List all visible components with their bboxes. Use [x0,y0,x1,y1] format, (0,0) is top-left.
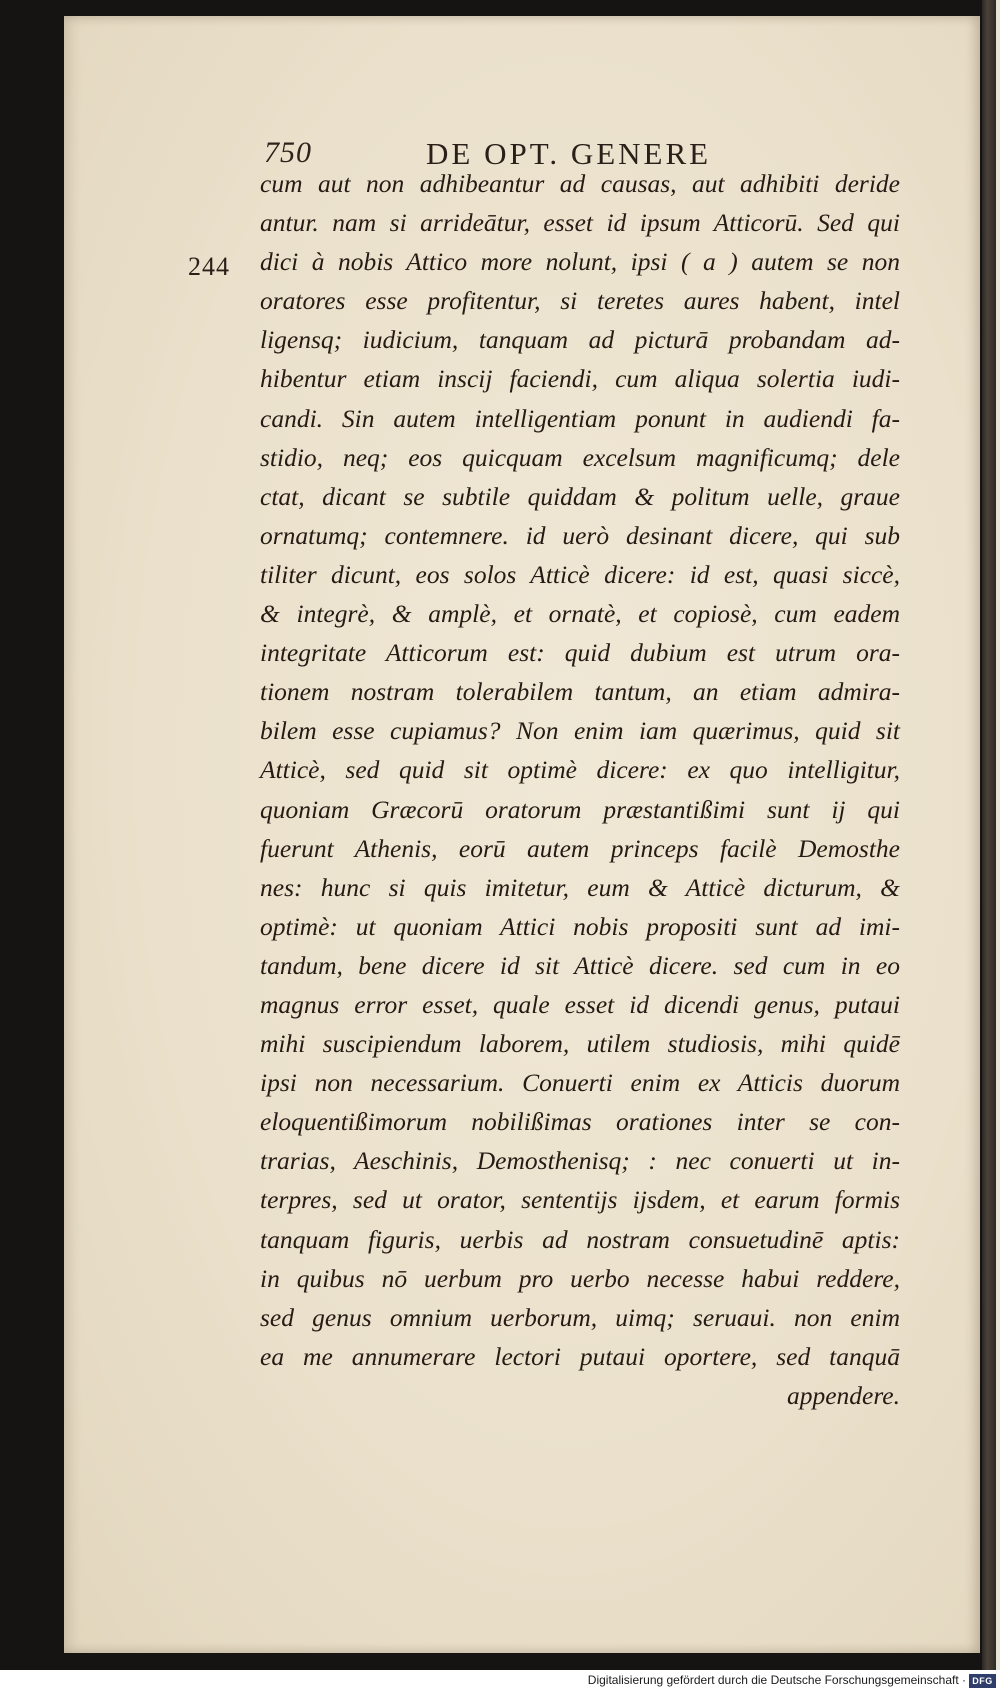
text-line: in quibus nō uerbum pro uerbo necesse habui reddere, [260,1263,900,1293]
text-line: antur. nam si arrideātur, esset id ipsum Atticorū. Sed qui [260,208,900,238]
text-line: stidio, neq; eos quicquam excelsum magnificumq; dele [260,442,900,472]
text-line: magnus error esset, quale esset id dicendi genus, putaui [260,989,900,1019]
book-page [64,16,980,1653]
text-line: sed genus omnium uerborum, uimq; seruaui. non enim [260,1302,900,1332]
text-line: fuerunt Athenis, eorū autem princeps facilè Demosthe [260,833,900,863]
text-line: nes: hunc si quis imitetur, eum & Atticè dicturum, & [260,872,900,902]
text-line: integritate Atticorum est: quid dubium est utrum ora- [260,638,900,668]
text-line: ornatumq; contemnere. id uerò desinant dicere, qui sub [260,520,900,550]
text-line: candi. Sin autem intelligentiam ponunt in audiendi fa- [260,403,900,433]
text-line: tandum, bene dicere id sit Atticè dicere. sed cum in eo [260,950,900,980]
text-line: mihi suscipiendum laborem, utilem studiosis, mihi quidē [260,1029,900,1059]
text-line: quoniam Græcorū oratorum præstantißimi sunt ij qui [260,794,900,824]
scan-border [996,0,1000,1670]
text-line: & integrè, & amplè, et ornatè, et copiosè, cum eadem [260,599,900,629]
text-line: terpres, sed ut orator, sententijs ijsdem, et earum formis [260,1185,900,1215]
text-line: tionem nostram tolerabilem tantum, an etiam admira- [260,677,900,707]
text-line: bilem esse cupiamus? Non enim iam quærimus, quid sit [260,716,900,746]
text-line: ipsi non necessarium. Conuerti enim ex Atticis duorum [260,1068,900,1098]
text-line: eloquentißimorum nobilißimas orationes inter se con- [260,1107,900,1137]
book-edge [982,0,996,1670]
text-line: ea me annumerare lectori putaui oportere, sed tanquā [260,1341,900,1371]
page-number: 750 [264,136,312,169]
body-text [260,164,900,1415]
text-line: trarias, Aeschinis, Demosthenisq; : nec conuerti ut in- [260,1146,900,1176]
text-line: hibentur etiam inscij faciendi, cum aliqua solertia iudi- [260,364,900,394]
text-line: tiliter dicunt, eos solos Atticè dicere: id est, quasi siccè, [260,559,900,589]
catchword-line: appendere. [786,1380,900,1410]
running-title: DE OPT. GENERE [426,136,712,171]
text-line: optimè: ut quoniam Attici nobis propositi sunt ad imi- [260,911,900,941]
text-line: ligensq; iudicium, tanquam ad picturā probandam ad- [260,325,900,355]
dfg-logo: DFG [969,1674,996,1688]
text-line: cum aut non adhibeantur ad causas, aut adhibiti deride [260,169,900,198]
text-line: ctat, dicant se subtile quiddam & politum uelle, graue [260,481,900,511]
text-line: dici à nobis Attico more nolunt, ipsi ( a ) autem se non [260,247,900,277]
text-line: oratores esse profitentur, si teretes aures habent, intel [260,286,900,316]
margin-reference-number: 244 [188,252,230,281]
funding-credit: Digitalisierung gefördert durch die Deutsche Forschungsgemeinschaft · [587,1673,966,1687]
text-line: Atticè, sed quid sit optimè dicere: ex quo intelligitur, [260,755,900,785]
digitization-footer [0,1670,1000,1693]
text-line: tanquam figuris, uerbis ad nostram consuetudinē aptis: [260,1224,900,1254]
